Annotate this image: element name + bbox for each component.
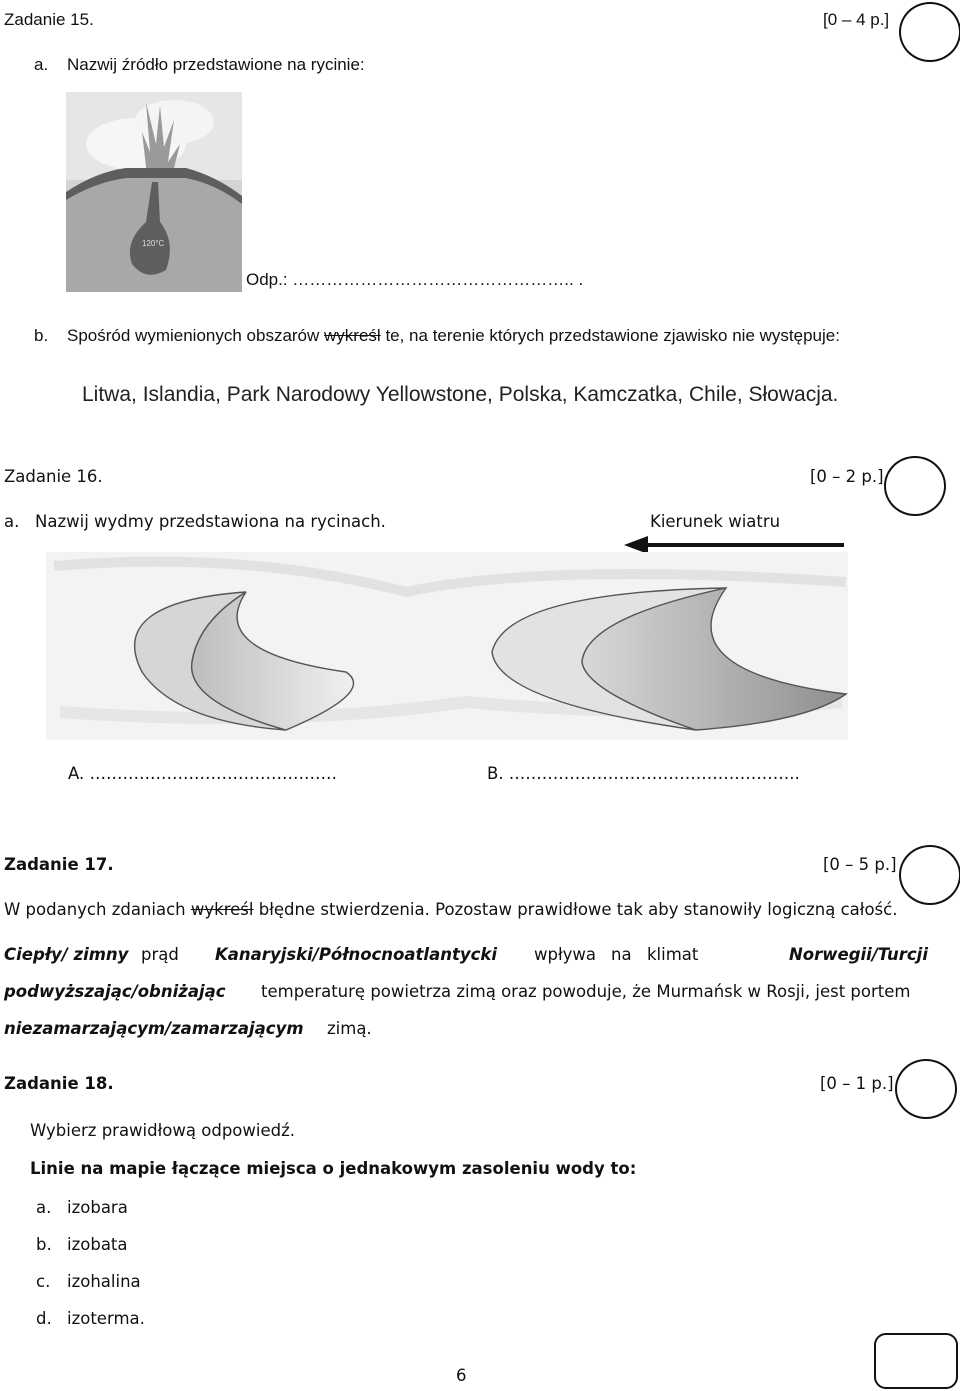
task15b-strike-word: wykreśl (324, 326, 381, 345)
task15a-answer: Odp.: ………………………………………….. . (246, 270, 584, 289)
geyser-illustration (66, 92, 242, 292)
task15-points: [0 – 4 p.] (823, 10, 890, 29)
task18-option-text: izohalina (67, 1272, 141, 1291)
task15-title: Zadanie 15. (4, 10, 94, 29)
task16a-text: Nazwij wydmy przedstawiona na rycinach. (35, 512, 386, 531)
task15a-text: Nazwij źródło przedstawione na rycinie: (67, 55, 365, 74)
task15b-text-start: Spośród wymienionych obszarów (67, 326, 320, 345)
task15a-letter: a. (34, 55, 49, 74)
task16-title: Zadanie 16. (4, 467, 103, 486)
task17-option-port: niezamarzającym/zamarzającym (4, 1019, 304, 1038)
page-number: 6 (456, 1366, 467, 1385)
dunes-illustration (46, 552, 848, 740)
task17-strike-word: wykreśl (190, 900, 254, 919)
task18-title: Zadanie 18. (4, 1074, 114, 1093)
task17-word-wplywa: wpływa (534, 945, 597, 964)
task16-points: [0 – 2 p.] (810, 467, 884, 486)
task18-option-letter: b. (36, 1235, 52, 1254)
task18-option-text: izobara (67, 1198, 128, 1217)
task18-option-letter: c. (36, 1272, 51, 1291)
task17-word-na: na (611, 945, 632, 964)
task15b-letter: b. (34, 326, 49, 345)
task18-option-text: izobata (67, 1235, 128, 1254)
task17-line2-text: temperaturę powietrza zimą oraz powoduje, że Murmańsk w Rosji, jest portem (261, 982, 911, 1001)
task17-points: [0 – 5 p.] (823, 855, 897, 874)
task17-intro-end: błędne stwierdzenia. Pozostaw prawidłowe tak aby stanowiły logiczną całość. (258, 900, 898, 919)
task18-question: Linie na mapie łączące miejsca o jednakowym zasoleniu wody to: (30, 1159, 637, 1178)
task15-score-circle (899, 2, 960, 62)
task17-option-current: Ciepły/ zimny (4, 945, 129, 964)
task17-line3-end: zimą. (327, 1019, 372, 1038)
task17-option-temperature: podwyższając/obniżając (4, 982, 226, 1001)
temperature-label: 120°C (142, 239, 165, 248)
task16-answer-a: A. ……………………………………… (68, 764, 337, 783)
task17-option-current-name: Kanaryjski/Północnoatlantycki (215, 945, 497, 964)
task17-option-country: Norwegii/Turcji (789, 945, 928, 964)
task17-word-prad: prąd (141, 945, 179, 964)
task17-title: Zadanie 17. (4, 855, 114, 874)
task16-answer-b: B. …………………………………………….. (487, 764, 800, 783)
task16a-letter: a. (4, 512, 20, 531)
task15b-regions: Litwa, Islandia, Park Narodowy Yellowstone, Polska, Kamczatka, Chile, Słowacja. (82, 383, 839, 406)
task18-option-letter: a. (36, 1198, 52, 1217)
task17-intro-start: W podanych zdaniach (4, 900, 186, 919)
task18-option-text: izoterma. (67, 1309, 145, 1328)
task18-score-circle (895, 1059, 957, 1119)
page-score-box (874, 1333, 958, 1389)
task18-option-letter: d. (36, 1309, 52, 1328)
task18-instruction: Wybierz prawidłową odpowiedź. (30, 1121, 295, 1140)
task18-points: [0 – 1 p.] (820, 1074, 894, 1093)
task17-score-circle (899, 845, 960, 905)
task15b-text (67, 326, 840, 346)
task17-word-klimat: klimat (647, 945, 699, 964)
task17-intro (4, 900, 897, 919)
task15b-text-end: te, na terenie których przedstawione zjawisko nie występuje: (385, 326, 840, 345)
wind-direction-label: Kierunek wiatru (650, 512, 781, 531)
task16-score-circle (884, 456, 946, 516)
